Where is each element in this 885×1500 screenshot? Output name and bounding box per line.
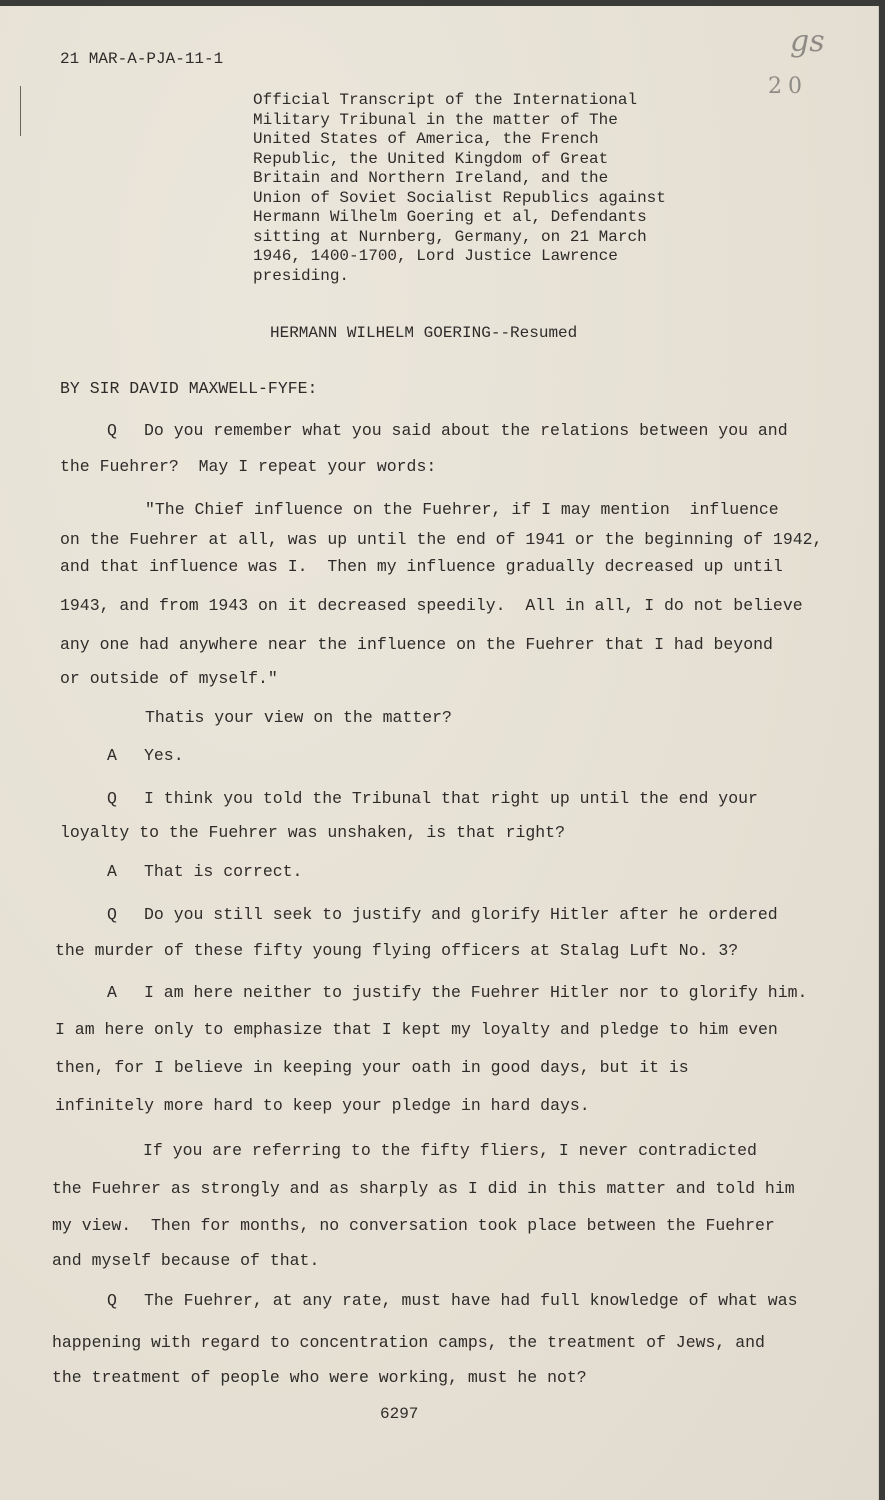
transcript-page	[0, 6, 879, 1500]
transcript-line	[145, 499, 779, 519]
speaker-label: A	[107, 861, 117, 881]
caption-line: presiding.	[253, 266, 350, 285]
section-heading: HERMANN WILHELM GOERING--Resumed	[270, 324, 578, 342]
transcript-line	[55, 1019, 778, 1039]
transcript-line	[60, 556, 783, 576]
line-text: the Fuehrer? May I repeat your words:	[60, 456, 437, 476]
transcript-line	[52, 1215, 775, 1235]
line-text: Do you still seek to justify and glorify Hitler after he ordered	[144, 904, 778, 924]
caption-line: Hermann Wilhelm Goering et al, Defendants	[253, 208, 647, 226]
line-text: any one had anywhere near the influence on the Fuehrer that I had beyond	[60, 634, 773, 654]
speaker-label: Q	[107, 788, 117, 808]
line-text: and that influence was I. Then my influence gradually decreased up until	[60, 556, 783, 576]
line-text: loyalty to the Fuehrer was unshaken, is that right?	[60, 822, 565, 842]
line-text: I am here only to emphasize that I kept my loyalty and pledge to him even	[55, 1019, 778, 1039]
line-text: then, for I believe in keeping your oath in good days, but it is	[55, 1057, 689, 1077]
line-text: the Fuehrer as strongly and as sharply as I did in this matter and told him	[52, 1178, 795, 1198]
transcript-line	[52, 1178, 795, 1198]
transcript-line	[55, 940, 739, 960]
transcript-line	[52, 1367, 587, 1387]
transcript-line	[107, 1290, 798, 1310]
line-text: I am here neither to justify the Fuehrer Hitler nor to glorify him.	[144, 982, 808, 1002]
speaker-label: Q	[107, 420, 117, 440]
transcript-line	[145, 707, 452, 727]
line-text: The Fuehrer, at any rate, must have had full knowledge of what was	[144, 1290, 798, 1310]
line-text: Do you remember what you said about the relations between you and	[144, 420, 788, 440]
line-text: happening with regard to concentration camps, the treatment of Jews, and	[52, 1332, 765, 1352]
caption-line: Union of Soviet Socialist Republics against	[253, 188, 666, 207]
transcript-line	[107, 982, 808, 1002]
line-text: If you are referring to the fifty fliers, I never contradicted	[143, 1140, 757, 1160]
transcript-line	[60, 634, 773, 654]
line-text: or outside of myself."	[60, 668, 278, 688]
page-number: 6297	[380, 1405, 419, 1423]
transcript-line	[60, 456, 437, 476]
caption-line: sitting at Nurnberg, Germany, on 21 March	[253, 227, 647, 246]
speaker-label: Q	[107, 1290, 117, 1310]
transcript-line	[107, 904, 778, 924]
line-text: I think you told the Tribunal that right up until the end your	[144, 788, 758, 808]
line-text: Thatis your view on the matter?	[145, 707, 452, 727]
line-text: and myself because of that.	[52, 1250, 320, 1270]
speaker-label: A	[107, 745, 117, 765]
pencil-number: 20	[768, 74, 808, 99]
transcript-line	[52, 1250, 320, 1270]
transcript-line	[143, 1140, 757, 1160]
line-text: Yes.	[144, 745, 184, 765]
examiner-heading: BY SIR DAVID MAXWELL-FYFE:	[60, 378, 318, 398]
line-text: the treatment of people who were working, must he not?	[52, 1367, 587, 1387]
caption-line: 1946, 1400-1700, Lord Justice Lawrence	[253, 247, 618, 265]
pencil-initials: gs	[790, 24, 825, 59]
transcript-line	[107, 788, 758, 808]
transcript-line	[60, 529, 823, 549]
transcript-line	[107, 745, 184, 765]
caption-line: Republic, the United Kingdom of Great	[253, 149, 609, 168]
speaker-label: A	[107, 982, 117, 1002]
transcript-line	[55, 1095, 590, 1115]
transcript-line	[60, 595, 803, 615]
line-text: That is correct.	[144, 861, 303, 881]
speaker-label: Q	[107, 904, 117, 924]
caption-line: Britain and Northern Ireland, and the	[253, 169, 609, 187]
line-text: 1943, and from 1943 on it decreased speedily. All in all, I do not believe	[60, 595, 803, 615]
line-text: my view. Then for months, no conversation took place between the Fuehrer	[52, 1215, 775, 1235]
line-text: on the Fuehrer at all, was up until the end of 1941 or the beginning of 1942,	[60, 529, 823, 549]
transcript-line	[60, 822, 565, 842]
transcript-line	[55, 1057, 689, 1077]
margin-mark	[20, 86, 21, 136]
transcript-line	[52, 1332, 765, 1352]
line-text: "The Chief influence on the Fuehrer, if I may mention influence	[145, 499, 779, 519]
line-text: the murder of these fifty young flying officers at Stalag Luft No. 3?	[55, 940, 739, 960]
transcript-line	[60, 668, 278, 688]
reference-code: 21 MAR-A-PJA-11-1	[60, 50, 224, 68]
transcript-line	[107, 861, 303, 881]
caption-line: United States of America, the French	[253, 130, 599, 148]
line-text: infinitely more hard to keep your pledge in hard days.	[55, 1095, 590, 1115]
caption-line: Official Transcript of the International	[253, 91, 638, 109]
caption-line: Military Tribunal in the matter of The	[253, 110, 618, 129]
transcript-line	[107, 420, 788, 440]
